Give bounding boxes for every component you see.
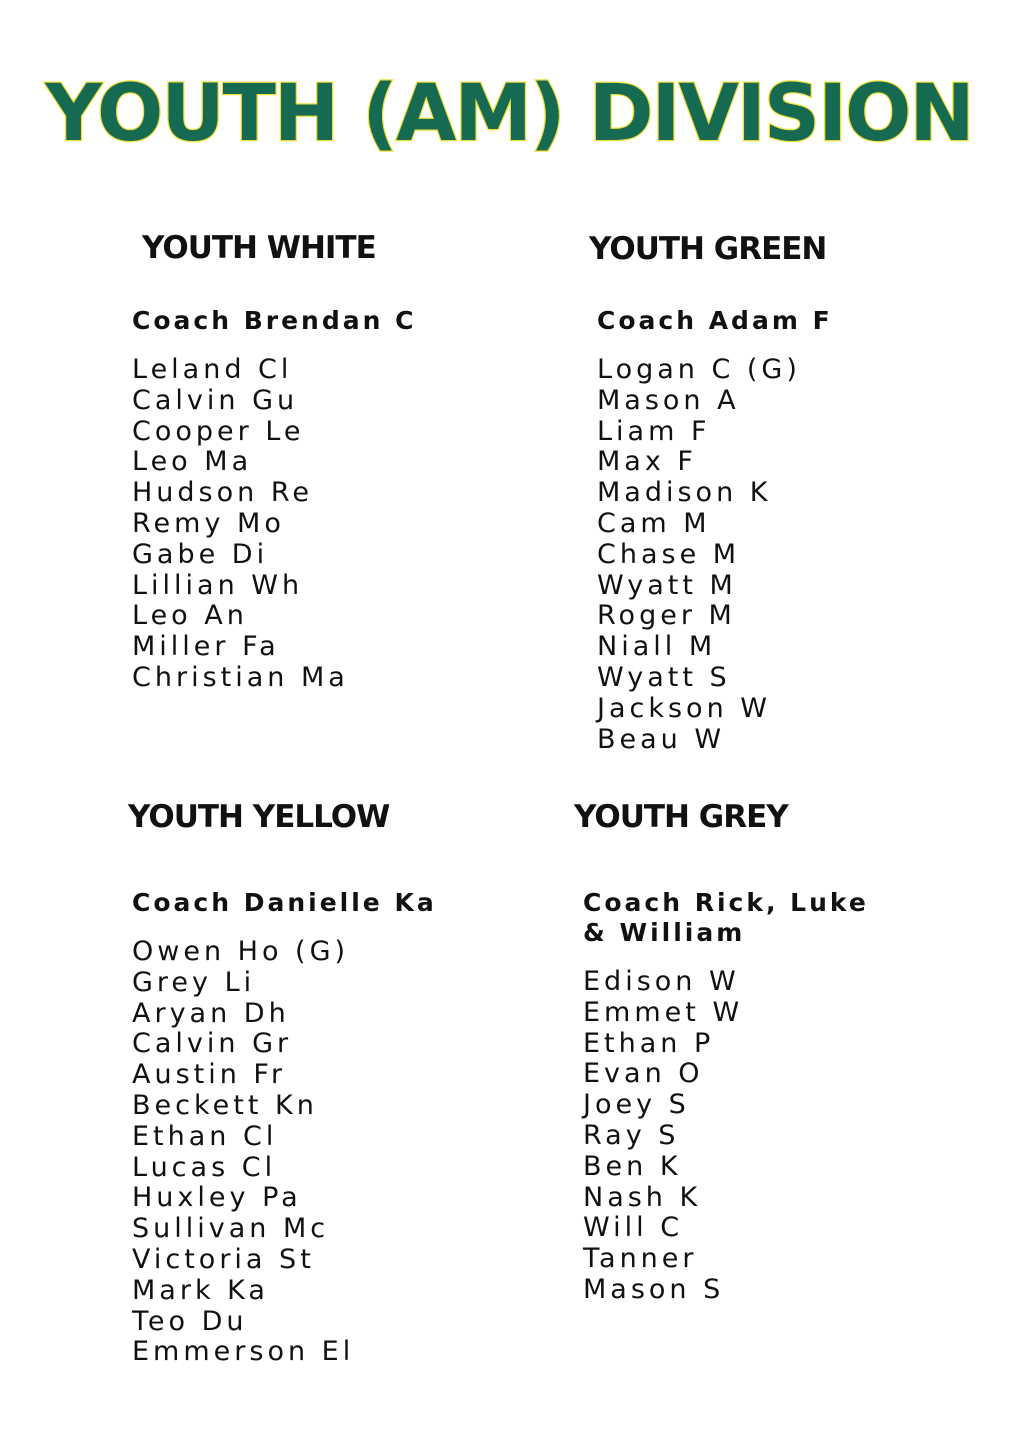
player-name: Teo Du [132, 1305, 248, 1337]
player-name: Aryan Dh [132, 997, 290, 1029]
player-name: Joey S [583, 1089, 690, 1121]
team-heading-grey: YOUTH GREY [574, 799, 788, 835]
player-name: Victoria St [132, 1243, 315, 1275]
coach-grey-line-1: Coach Rick, Luke [583, 888, 869, 917]
player-name: Calvin Gu [132, 384, 299, 416]
player-name: Cam M [597, 507, 711, 539]
player-name: Lucas Cl [132, 1151, 277, 1183]
player-name: Lillian Wh [132, 569, 304, 601]
roster-green [597, 355, 801, 755]
player-name: Calvin Gr [132, 1028, 293, 1060]
player-name: Beau W [597, 723, 726, 755]
player-name: Liam F [597, 415, 711, 447]
player-name: Leo Ma [132, 446, 253, 478]
player-name: Jackson W [597, 692, 771, 724]
player-name: Will C [583, 1212, 684, 1244]
player-name: Gabe Di [132, 538, 269, 570]
player-name: Sullivan Mc [132, 1213, 330, 1245]
roster-grey [583, 967, 743, 1306]
player-name: Ethan P [583, 1027, 715, 1059]
player-name: Cooper Le [132, 415, 305, 447]
player-name: Emmerson El [132, 1336, 355, 1368]
player-name: Logan C (G) [597, 354, 801, 385]
player-name: Huxley Pa [132, 1182, 302, 1214]
player-name: Madison K [597, 477, 772, 509]
player-name: Tanner [583, 1243, 698, 1275]
player-name: Emmet W [583, 996, 744, 1028]
player-name: Chase M [597, 538, 741, 570]
player-name: Roger M [597, 600, 736, 632]
player-name: Leland Cl [132, 354, 293, 385]
coach-grey [583, 888, 869, 948]
player-name: Evan O [583, 1058, 704, 1090]
roster-white [132, 355, 349, 694]
player-name: Mason S [583, 1273, 725, 1305]
player-name: Hudson Re [132, 477, 313, 509]
player-name: Mason A [597, 384, 740, 416]
coach-grey-line-2: & William [583, 918, 746, 947]
player-name: Miller Fa [132, 631, 280, 663]
player-name: Owen Ho (G) [132, 936, 350, 967]
player-name: Remy Mo [132, 507, 285, 539]
page-title: YOUTH (AM) DIVISION [45, 69, 973, 159]
team-heading-green: YOUTH GREEN [589, 231, 827, 267]
player-name: Mark Ka [132, 1274, 269, 1306]
roster-yellow [132, 937, 354, 1368]
player-name: Ethan Cl [132, 1120, 278, 1152]
player-name: Niall M [597, 631, 717, 663]
player-name: Max F [597, 446, 697, 478]
coach-white: Coach Brendan C [132, 306, 417, 335]
player-name: Christian Ma [132, 661, 349, 693]
player-name: Wyatt M [597, 569, 737, 601]
team-heading-white: YOUTH WHITE [142, 230, 376, 266]
player-name: Leo An [132, 600, 248, 632]
player-name: Nash K [583, 1181, 702, 1213]
team-heading-yellow: YOUTH YELLOW [128, 799, 390, 835]
player-name: Beckett Kn [132, 1089, 318, 1121]
coach-green: Coach Adam F [597, 306, 833, 335]
player-name: Austin Fr [132, 1059, 287, 1091]
player-name: Edison W [583, 966, 740, 997]
player-name: Ben K [583, 1150, 682, 1182]
player-name: Wyatt S [597, 661, 731, 693]
coach-yellow: Coach Danielle Ka [132, 888, 437, 917]
player-name: Ray S [583, 1119, 680, 1151]
player-name: Grey Li [132, 966, 256, 998]
